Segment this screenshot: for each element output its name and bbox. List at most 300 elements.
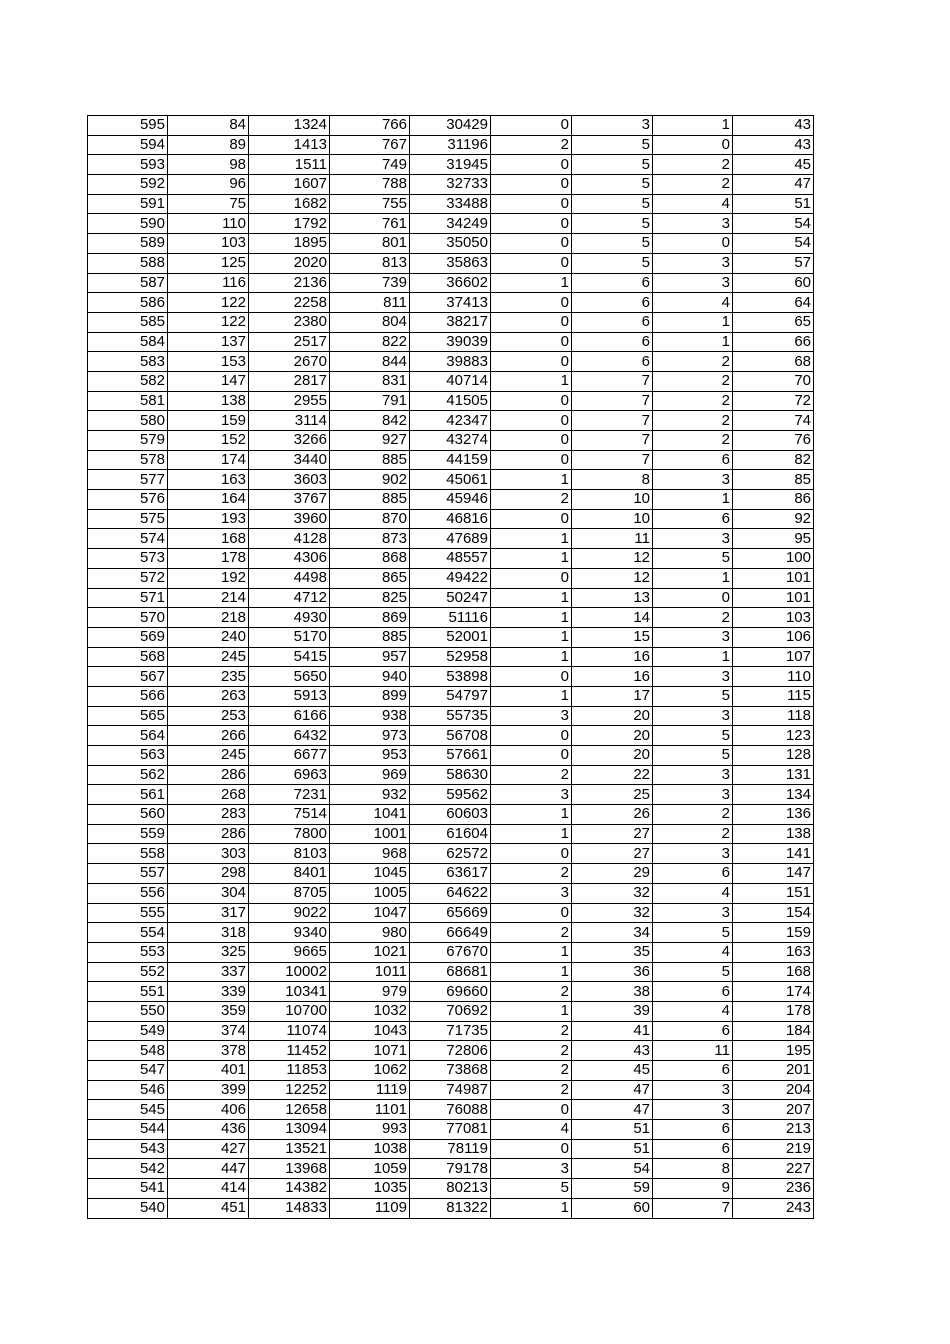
table-cell: 6 — [653, 1021, 733, 1041]
table-cell: 31196 — [410, 135, 491, 155]
table-cell: 42347 — [410, 411, 491, 431]
table-cell: 1 — [653, 332, 733, 352]
table-cell: 1 — [491, 647, 572, 667]
table-row — [88, 234, 814, 254]
table-cell: 201 — [733, 1061, 814, 1081]
table-cell: 57661 — [410, 746, 491, 766]
table-cell: 106 — [733, 627, 814, 647]
table-cell: 1021 — [330, 942, 410, 962]
table-cell: 5 — [572, 194, 653, 214]
table-cell: 50247 — [410, 588, 491, 608]
table-cell: 594 — [88, 135, 168, 155]
table-cell: 85 — [733, 470, 814, 490]
table-cell: 811 — [330, 293, 410, 313]
table-cell: 571 — [88, 588, 168, 608]
table-cell: 137 — [168, 332, 249, 352]
table-cell: 77081 — [410, 1120, 491, 1140]
table-cell: 399 — [168, 1080, 249, 1100]
table-row — [88, 706, 814, 726]
table-cell: 6 — [653, 509, 733, 529]
table-cell: 586 — [88, 293, 168, 313]
table-cell: 580 — [88, 411, 168, 431]
table-cell: 32 — [572, 883, 653, 903]
table-cell: 549 — [88, 1021, 168, 1041]
table-cell: 1 — [491, 549, 572, 569]
table-cell: 4712 — [249, 588, 330, 608]
table-cell: 562 — [88, 765, 168, 785]
table-row — [88, 155, 814, 175]
table-cell: 1 — [491, 686, 572, 706]
table-cell: 43274 — [410, 431, 491, 451]
table-cell: 401 — [168, 1061, 249, 1081]
table-cell: 556 — [88, 883, 168, 903]
table-cell: 553 — [88, 942, 168, 962]
table-cell: 16 — [572, 647, 653, 667]
table-cell: 79178 — [410, 1159, 491, 1179]
table-cell: 141 — [733, 844, 814, 864]
table-cell: 74987 — [410, 1080, 491, 1100]
table-cell: 1 — [491, 529, 572, 549]
table-row — [88, 273, 814, 293]
table-cell: 1 — [491, 1001, 572, 1021]
table-cell: 844 — [330, 352, 410, 372]
table-cell: 37413 — [410, 293, 491, 313]
table-cell: 584 — [88, 332, 168, 352]
table-cell: 184 — [733, 1021, 814, 1041]
table-cell: 0 — [491, 234, 572, 254]
table-cell: 2 — [653, 805, 733, 825]
table-cell: 164 — [168, 490, 249, 510]
table-cell: 541 — [88, 1179, 168, 1199]
table-cell: 163 — [168, 470, 249, 490]
table-cell: 0 — [491, 411, 572, 431]
table-cell: 574 — [88, 529, 168, 549]
table-row — [88, 470, 814, 490]
table-cell: 6 — [653, 1120, 733, 1140]
table-cell: 588 — [88, 253, 168, 273]
table-cell: 1792 — [249, 214, 330, 234]
table-cell: 0 — [491, 568, 572, 588]
table-cell: 1 — [491, 588, 572, 608]
table-cell: 0 — [491, 293, 572, 313]
table-cell: 427 — [168, 1139, 249, 1159]
table-cell: 927 — [330, 431, 410, 451]
table-cell: 8401 — [249, 864, 330, 884]
table-cell: 122 — [168, 312, 249, 332]
table-cell: 2 — [491, 1080, 572, 1100]
table-cell: 1 — [491, 824, 572, 844]
table-cell: 2 — [653, 371, 733, 391]
table-cell: 17 — [572, 686, 653, 706]
table-cell: 1 — [491, 1198, 572, 1218]
table-cell: 885 — [330, 450, 410, 470]
table-cell: 43 — [733, 135, 814, 155]
table-cell: 1 — [653, 312, 733, 332]
table-cell: 1045 — [330, 864, 410, 884]
table-cell: 153 — [168, 352, 249, 372]
table-row — [88, 549, 814, 569]
table-cell: 577 — [88, 470, 168, 490]
table-cell: 6166 — [249, 706, 330, 726]
table-cell: 869 — [330, 608, 410, 628]
table-cell: 1 — [491, 805, 572, 825]
table-row — [88, 568, 814, 588]
table-cell: 34249 — [410, 214, 491, 234]
table-cell: 60603 — [410, 805, 491, 825]
table-cell: 1 — [491, 273, 572, 293]
table-cell: 115 — [733, 686, 814, 706]
table-cell: 831 — [330, 371, 410, 391]
table-cell: 317 — [168, 903, 249, 923]
table-cell: 451 — [168, 1198, 249, 1218]
table-cell: 75 — [168, 194, 249, 214]
table-cell: 8103 — [249, 844, 330, 864]
table-cell: 0 — [491, 214, 572, 234]
table-cell: 3 — [653, 903, 733, 923]
table-row — [88, 1139, 814, 1159]
table-cell: 10341 — [249, 982, 330, 1002]
table-cell: 6963 — [249, 765, 330, 785]
table-cell: 1 — [491, 627, 572, 647]
table-cell: 72 — [733, 391, 814, 411]
table-cell: 6 — [653, 864, 733, 884]
table-cell: 374 — [168, 1021, 249, 1041]
table-cell: 52958 — [410, 647, 491, 667]
table-cell: 43 — [733, 116, 814, 136]
table-cell: 51 — [733, 194, 814, 214]
table-cell: 969 — [330, 765, 410, 785]
table-cell: 980 — [330, 923, 410, 943]
table-cell: 550 — [88, 1001, 168, 1021]
table-cell: 14382 — [249, 1179, 330, 1199]
table-cell: 0 — [491, 431, 572, 451]
table-cell: 32733 — [410, 175, 491, 195]
table-cell: 45 — [572, 1061, 653, 1081]
table-cell: 592 — [88, 175, 168, 195]
table-cell: 0 — [491, 509, 572, 529]
table-cell: 953 — [330, 746, 410, 766]
table-cell: 36 — [572, 962, 653, 982]
table-row — [88, 883, 814, 903]
table-cell: 868 — [330, 549, 410, 569]
table-cell: 1005 — [330, 883, 410, 903]
table-cell: 3 — [491, 1159, 572, 1179]
table-cell: 64 — [733, 293, 814, 313]
table-cell: 304 — [168, 883, 249, 903]
table-cell: 12658 — [249, 1100, 330, 1120]
table-cell: 1607 — [249, 175, 330, 195]
table-row — [88, 1159, 814, 1179]
table-row — [88, 765, 814, 785]
table-cell: 339 — [168, 982, 249, 1002]
table-cell: 59 — [572, 1179, 653, 1199]
table-cell: 95 — [733, 529, 814, 549]
table-cell: 585 — [88, 312, 168, 332]
table-cell: 43 — [572, 1041, 653, 1061]
table-row — [88, 942, 814, 962]
table-cell: 2 — [653, 391, 733, 411]
table-cell: 3440 — [249, 450, 330, 470]
table-cell: 5913 — [249, 686, 330, 706]
table-cell: 2955 — [249, 391, 330, 411]
table-cell: 318 — [168, 923, 249, 943]
table-cell: 1 — [491, 942, 572, 962]
table-cell: 6 — [572, 273, 653, 293]
table-cell: 801 — [330, 234, 410, 254]
table-cell: 558 — [88, 844, 168, 864]
table-cell: 1 — [653, 647, 733, 667]
table-cell: 993 — [330, 1120, 410, 1140]
table-cell: 26 — [572, 805, 653, 825]
table-cell: 138 — [168, 391, 249, 411]
table-cell: 565 — [88, 706, 168, 726]
table-cell: 13094 — [249, 1120, 330, 1140]
table-cell: 266 — [168, 726, 249, 746]
table-cell: 36602 — [410, 273, 491, 293]
table-cell: 6677 — [249, 746, 330, 766]
table-cell: 218 — [168, 608, 249, 628]
table-cell: 2020 — [249, 253, 330, 273]
table-cell: 548 — [88, 1041, 168, 1061]
table-cell: 49422 — [410, 568, 491, 588]
table-cell: 804 — [330, 312, 410, 332]
table-row — [88, 686, 814, 706]
table-cell: 2 — [491, 1061, 572, 1081]
table-cell: 4 — [491, 1120, 572, 1140]
table-cell: 78119 — [410, 1139, 491, 1159]
table-cell: 325 — [168, 942, 249, 962]
table-row — [88, 253, 814, 273]
table-cell: 5 — [572, 234, 653, 254]
table-cell: 101 — [733, 568, 814, 588]
table-cell: 7 — [572, 431, 653, 451]
table-cell: 1 — [653, 116, 733, 136]
table-cell: 4498 — [249, 568, 330, 588]
table-row — [88, 175, 814, 195]
table-cell: 749 — [330, 155, 410, 175]
table-cell: 3603 — [249, 470, 330, 490]
table-cell: 788 — [330, 175, 410, 195]
table-row — [88, 371, 814, 391]
table-cell: 755 — [330, 194, 410, 214]
table-cell: 11853 — [249, 1061, 330, 1081]
table-cell: 568 — [88, 647, 168, 667]
table-cell: 578 — [88, 450, 168, 470]
table-cell: 100 — [733, 549, 814, 569]
table-cell: 9 — [653, 1179, 733, 1199]
table-cell: 283 — [168, 805, 249, 825]
table-cell: 103 — [733, 608, 814, 628]
table-cell: 3 — [653, 470, 733, 490]
table-cell: 14833 — [249, 1198, 330, 1218]
table-cell: 5415 — [249, 647, 330, 667]
table-cell: 0 — [491, 155, 572, 175]
table-cell: 1324 — [249, 116, 330, 136]
table-cell: 5 — [572, 135, 653, 155]
table-cell: 41505 — [410, 391, 491, 411]
table-cell: 561 — [88, 785, 168, 805]
table-cell: 766 — [330, 116, 410, 136]
table-cell: 6 — [572, 293, 653, 313]
table-cell: 557 — [88, 864, 168, 884]
table-cell: 0 — [491, 903, 572, 923]
table-row — [88, 135, 814, 155]
table-cell: 5 — [491, 1179, 572, 1199]
table-cell: 3 — [491, 883, 572, 903]
table-cell: 870 — [330, 509, 410, 529]
table-cell: 62572 — [410, 844, 491, 864]
table-cell: 178 — [733, 1001, 814, 1021]
table-cell: 47 — [733, 175, 814, 195]
table-cell: 7231 — [249, 785, 330, 805]
table-cell: 767 — [330, 135, 410, 155]
table-cell: 0 — [491, 253, 572, 273]
table-cell: 92 — [733, 509, 814, 529]
table-cell: 940 — [330, 667, 410, 687]
table-cell: 0 — [491, 667, 572, 687]
table-cell: 195 — [733, 1041, 814, 1061]
table-cell: 2517 — [249, 332, 330, 352]
table-cell: 51 — [572, 1120, 653, 1140]
table-row — [88, 1021, 814, 1041]
table-cell: 572 — [88, 568, 168, 588]
table-cell: 973 — [330, 726, 410, 746]
table-cell: 1 — [491, 470, 572, 490]
table-cell: 2 — [653, 431, 733, 451]
table-cell: 1413 — [249, 135, 330, 155]
table-cell: 2 — [653, 155, 733, 175]
table-cell: 2 — [491, 864, 572, 884]
table-cell: 84 — [168, 116, 249, 136]
table-cell: 2 — [491, 923, 572, 943]
table-cell: 38 — [572, 982, 653, 1002]
table-cell: 98 — [168, 155, 249, 175]
table-cell: 2 — [653, 411, 733, 431]
table-cell: 147 — [168, 371, 249, 391]
table-cell: 5 — [572, 253, 653, 273]
table-cell: 3 — [653, 844, 733, 864]
table-cell: 560 — [88, 805, 168, 825]
table-cell: 86 — [733, 490, 814, 510]
table-cell: 243 — [733, 1198, 814, 1218]
table-cell: 7 — [572, 411, 653, 431]
table-row — [88, 431, 814, 451]
table-cell: 575 — [88, 509, 168, 529]
table-row — [88, 1061, 814, 1081]
score-table-body — [88, 116, 814, 1219]
table-cell: 32 — [572, 903, 653, 923]
table-cell: 125 — [168, 253, 249, 273]
table-cell: 73868 — [410, 1061, 491, 1081]
table-cell: 554 — [88, 923, 168, 943]
table-cell: 968 — [330, 844, 410, 864]
table-cell: 825 — [330, 588, 410, 608]
table-cell: 902 — [330, 470, 410, 490]
table-cell: 3767 — [249, 490, 330, 510]
table-cell: 2 — [491, 982, 572, 1002]
table-cell: 54797 — [410, 686, 491, 706]
table-cell: 168 — [168, 529, 249, 549]
table-cell: 13968 — [249, 1159, 330, 1179]
table-cell: 6 — [653, 450, 733, 470]
table-cell: 2258 — [249, 293, 330, 313]
table-cell: 134 — [733, 785, 814, 805]
table-cell: 761 — [330, 214, 410, 234]
table-cell: 4 — [653, 942, 733, 962]
table-cell: 5650 — [249, 667, 330, 687]
table-cell: 5170 — [249, 627, 330, 647]
table-cell: 51 — [572, 1139, 653, 1159]
table-cell: 39039 — [410, 332, 491, 352]
table-row — [88, 1198, 814, 1218]
table-cell: 6 — [572, 352, 653, 372]
table-cell: 3 — [653, 627, 733, 647]
table-cell: 35050 — [410, 234, 491, 254]
table-cell: 2 — [653, 824, 733, 844]
table-cell: 8705 — [249, 883, 330, 903]
table-cell: 253 — [168, 706, 249, 726]
table-cell: 791 — [330, 391, 410, 411]
table-cell: 1 — [653, 568, 733, 588]
table-cell: 236 — [733, 1179, 814, 1199]
table-row — [88, 864, 814, 884]
table-cell: 576 — [88, 490, 168, 510]
table-row — [88, 1100, 814, 1120]
table-cell: 128 — [733, 746, 814, 766]
table-cell: 52001 — [410, 627, 491, 647]
table-cell: 1 — [653, 490, 733, 510]
table-cell: 163 — [733, 942, 814, 962]
table-cell: 3 — [653, 667, 733, 687]
table-cell: 1119 — [330, 1080, 410, 1100]
table-cell: 240 — [168, 627, 249, 647]
table-row — [88, 785, 814, 805]
table-cell: 6432 — [249, 726, 330, 746]
table-cell: 20 — [572, 726, 653, 746]
table-cell: 359 — [168, 1001, 249, 1021]
table-row — [88, 490, 814, 510]
table-cell: 0 — [491, 746, 572, 766]
table-cell: 3 — [653, 1080, 733, 1100]
table-cell: 938 — [330, 706, 410, 726]
table-cell: 5 — [653, 549, 733, 569]
table-cell: 5 — [653, 962, 733, 982]
table-cell: 813 — [330, 253, 410, 273]
table-cell: 61604 — [410, 824, 491, 844]
table-row — [88, 588, 814, 608]
table-cell: 3 — [653, 529, 733, 549]
table-cell: 12 — [572, 549, 653, 569]
table-cell: 1895 — [249, 234, 330, 254]
table-row — [88, 1001, 814, 1021]
table-cell: 60 — [733, 273, 814, 293]
table-cell: 545 — [88, 1100, 168, 1120]
table-cell: 7 — [653, 1198, 733, 1218]
table-cell: 63617 — [410, 864, 491, 884]
table-cell: 235 — [168, 667, 249, 687]
table-cell: 865 — [330, 568, 410, 588]
table-cell: 4 — [653, 883, 733, 903]
table-row — [88, 647, 814, 667]
table-cell: 6 — [653, 1139, 733, 1159]
table-cell: 9665 — [249, 942, 330, 962]
table-cell: 69660 — [410, 982, 491, 1002]
table-cell: 110 — [733, 667, 814, 687]
table-cell: 20 — [572, 706, 653, 726]
table-cell: 581 — [88, 391, 168, 411]
table-cell: 154 — [733, 903, 814, 923]
table-cell: 447 — [168, 1159, 249, 1179]
